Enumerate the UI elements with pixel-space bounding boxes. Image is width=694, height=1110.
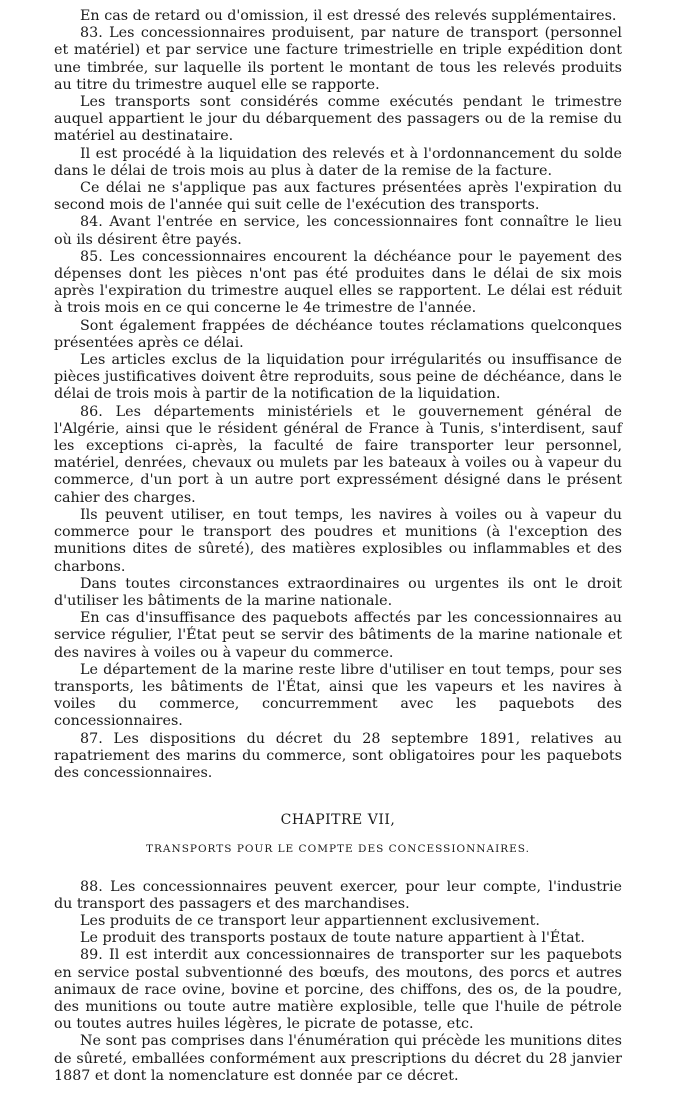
article-86-paragraph-1: 86. Les départements ministériels et le gouvernement général de l'Algérie, ainsi que le résident général de France à Tunis, s'interdisent, sauf les exceptions ci-après, la faculté de faire transporter leur personnel, matériel, denrées, chevaux ou mulets par les bateaux à voiles ou à vapeur du commerce, d'un port à un autre port expressément désigné dans le présent cahier des charges.	[54, 403, 622, 506]
article-89-paragraph-2: Ne sont pas comprises dans l'énumération qui précède les munitions dites de sûreté, emballées conformément aux prescriptions du décret du 28 janvier 1887 et dont la nomenclature est donnée par ce décret.	[54, 1033, 622, 1084]
article-83-paragraph-2: Les transports sont considérés comme exécutés pendant le trimestre auquel appartient le jour du débarquement des passagers ou de la remise du matériel au destinataire.	[54, 94, 622, 145]
article-83-paragraph-3: Il est procédé à la liquidation des relevés et à l'ordonnancement du solde dans le délai de trois mois au plus à dater de la remise de la facture.	[54, 145, 622, 179]
paragraph-supplementary-statements: En cas de retard ou d'omission, il est dressé des relevés supplémentaires.	[80, 8, 617, 24]
article-85-paragraph-2: Sont également frappées de déchéance toutes réclamations quelconques présentées après ce délai.	[54, 317, 622, 351]
article-85-paragraph-3: Les articles exclus de la liquidation pour irrégularités ou insuffisance de pièces justificatives doivent être reproduits, sous peine de déchéance, dans le délai de trois mois à partir de la notification de la liquidation.	[54, 352, 622, 403]
article-88-paragraph-1: 88. Les concessionnaires peuvent exercer, pour leur compte, l'industrie du transport des passagers et des marchandises.	[54, 878, 622, 912]
article-88-paragraph-2: Les produits de ce transport leur appartiennent exclusivement.	[80, 912, 540, 929]
body-text	[54, 8, 622, 1085]
article-87-paragraph: 87. Les dispositions du décret du 28 septembre 1891, relatives au rapatriement des marins du commerce, sont obligatoires pour les paquebots des concessionnaires.	[54, 730, 622, 781]
chapter-title: CHAPITRE VII,	[280, 812, 396, 829]
article-86-paragraph-3: Dans toutes circonstances extraordinaires ou urgentes ils ont le droit d'utiliser les bâtiments de la marine nationale.	[54, 575, 622, 609]
article-83-paragraph-4: Ce délai ne s'applique pas aux factures présentées après l'expiration du second mois de l'année qui suit celle de l'exécution des transports.	[54, 180, 622, 214]
article-89-paragraph-1: 89. Il est interdit aux concessionnaires de transporter sur les paquebots en service postal subventionné des bœufs, des moutons, des porcs et autres animaux de race ovine, bovine et porcine, des chiffons, des os, de la poudre, des munitions ou toute autre matière explosible, telle que l'huile de pétrole ou toutes autres huiles légères, le picrate de potasse, etc.	[54, 947, 622, 1033]
chapter-subtitle: TRANSPORTS POUR LE COMPTE DES CONCESSIONNAIRES.	[146, 843, 530, 856]
article-85-paragraph-1: 85. Les concessionnaires encourent la déchéance pour le payement des dépenses dont les pièces n'ont pas été produites dans le délai de six mois après l'expiration du trimestre auquel elles se rapportent. Le délai est réduit à trois mois en ce qui concerne le 4e trimestre de l'année.	[54, 248, 622, 317]
article-83-paragraph-1: 83. Les concessionnaires produisent, par nature de transport (personnel et matériel) et par service une facture trimestrielle en triple expédition dont une timbrée, sur laquelle ils portent le montant de tous les relevés produits au titre du trimestre auquel elle se rapporte.	[54, 25, 622, 93]
article-86-paragraph-5: Le département de la marine reste libre d'utiliser en tout temps, pour ses transports, les bâtiments de l'État, ainsi que les vapeurs et les navires à voiles du commerce, concurremment avec les paquebots des concessionnaires.	[54, 661, 622, 730]
article-84-paragraph: 84. Avant l'entrée en service, les concessionnaires font connaître le lieu où ils désirent être payés.	[54, 214, 622, 248]
article-86-paragraph-2: Ils peuvent utiliser, en tout temps, les navires à voiles ou à vapeur du commerce pour le transport des poudres et munitions (à l'exception des munitions dites de sûreté), des matières explosibles ou inflammables et des charbons.	[54, 506, 622, 575]
article-88-paragraph-3: Le produit des transports postaux de toute nature appartient à l'État.	[80, 930, 585, 947]
article-86-paragraph-4: En cas d'insuffisance des paquebots affectés par les concessionnaires au service régulier, l'État peut se servir des bâtiments de la marine nationale et des navires à voiles ou à vapeur du commerce.	[54, 610, 622, 661]
